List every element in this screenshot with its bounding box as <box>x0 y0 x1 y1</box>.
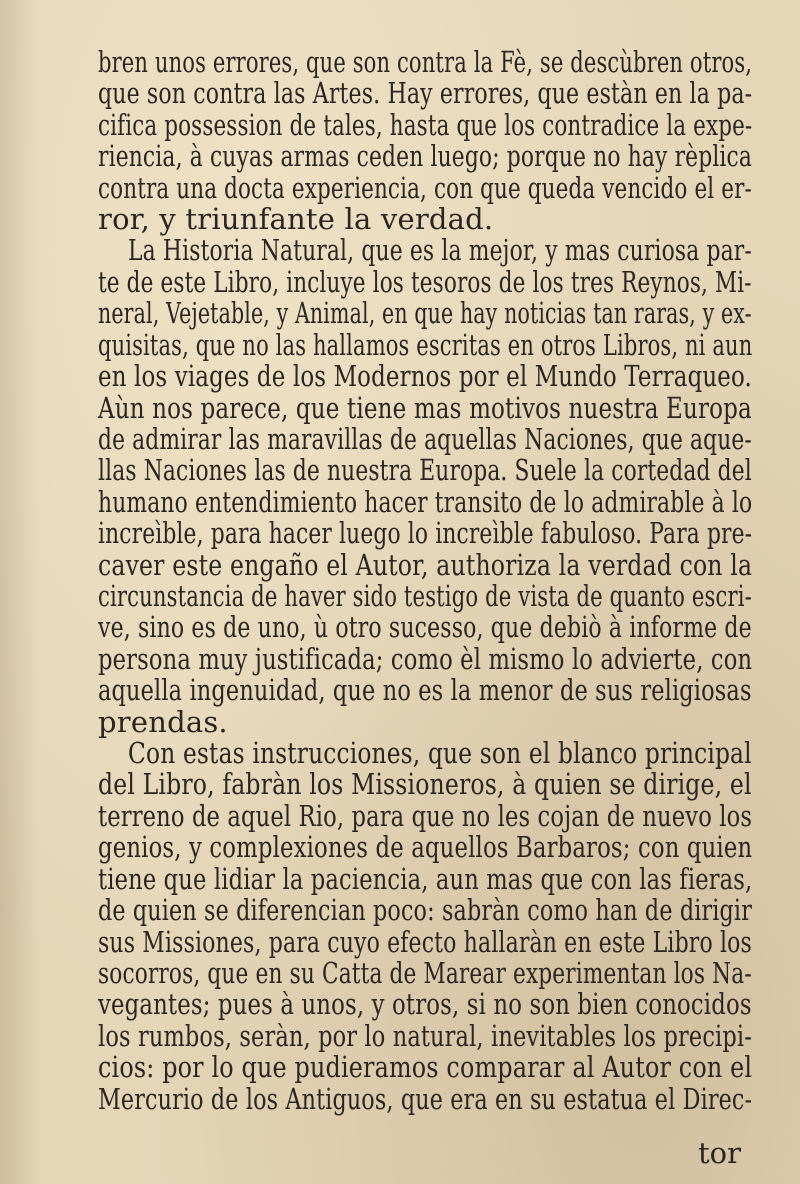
text-line: de admirar las maravillas de aquellas Naciones, que aque- <box>98 422 752 456</box>
text-line: tiene que lidiar la paciencia, aun mas que con las fieras, <box>98 862 753 896</box>
text-line: aquella ingenuidad, que no es la menor de sus religiosas <box>98 673 752 707</box>
text-line: que son contra las Artes. Hay errores, que estàn en la pa- <box>98 76 753 110</box>
text-line: circunstancia de haver sido testigo de vista de quanto escri- <box>98 579 752 613</box>
text-line: cifica possession de tales, hasta que los contradice la expe- <box>98 108 753 142</box>
catchword: tor <box>698 1136 741 1170</box>
text-line: La Historia Natural, que es la mejor, y mas curiosa par- <box>128 233 752 267</box>
text-line: Con estas instrucciones, que son el blanco principal <box>128 736 752 770</box>
text-line: Mercurio de los Antiguos, que era en su estatua el Direc- <box>98 1082 753 1116</box>
text-line: quisitas, que no las hallamos escritas en otros Libros, ni aun <box>98 328 753 362</box>
text-line: increìble, para hacer luego lo increìble fabuloso. Para pre- <box>98 516 753 550</box>
text-line: genios, y complexiones de aquellos Barbaros; con quien <box>98 830 753 864</box>
text-line: llas Naciones las de nuestra Europa. Suele la cortedad del <box>98 453 752 487</box>
text-line: neral, Vejetable, y Animal, en que hay noticias tan raras, y ex- <box>98 296 752 330</box>
text-line: de quien se diferencian poco: sabràn como han de dirigir <box>98 893 752 927</box>
text-line: sus Missiones, para cuyo efecto hallaràn en este Libro los <box>98 925 752 959</box>
text-line: contra una docta experiencia, con que queda vencido el er- <box>98 171 752 205</box>
text-line: socorros, que en su Catta de Marear experimentan los Na- <box>98 956 752 990</box>
text-line: bren unos errores, que son contra la Fè, se descùbren otros, <box>98 45 753 79</box>
text-line: caver este engaño el Autor, authoriza la verdad con la <box>98 548 753 582</box>
text-line: terreno de aquel Rio, para que no les cojan de nuevo los <box>98 799 753 833</box>
text-line: humano entendimiento hacer transito de lo admirable à lo <box>98 485 753 519</box>
text-line: ror, y triunfante la verdad. <box>98 202 494 236</box>
text-line: Aùn nos parece, que tiene mas motivos nuestra Europa <box>98 391 752 425</box>
text-line: persona muy justificada; como èl mismo lo advierte, con <box>98 642 753 676</box>
text-line: en los viages de los Modernos por el Mundo Terraqueo. <box>98 359 752 393</box>
text-line: ve, sino es de uno, ù otro sucesso, que debiò à informe de <box>98 610 752 644</box>
text-line: prendas. <box>98 705 228 739</box>
text-line: los rumbos, seràn, por lo natural, inevitables los precipi- <box>98 1019 752 1053</box>
text-line: del Libro, fabràn los Missioneros, à quien se dirige, el <box>98 767 752 801</box>
text-line: te de este Libro, incluye los tesoros de los tres Reynos, Mi- <box>98 265 752 299</box>
text-line: vegantes; pues à unos, y otros, si no son bien conocidos <box>98 987 752 1021</box>
text-line: riencia, à cuyas armas ceden luego; porque no hay rèplica <box>98 139 753 173</box>
text-line: cios: por lo que pudieramos comparar al Autor con el <box>98 1050 753 1084</box>
